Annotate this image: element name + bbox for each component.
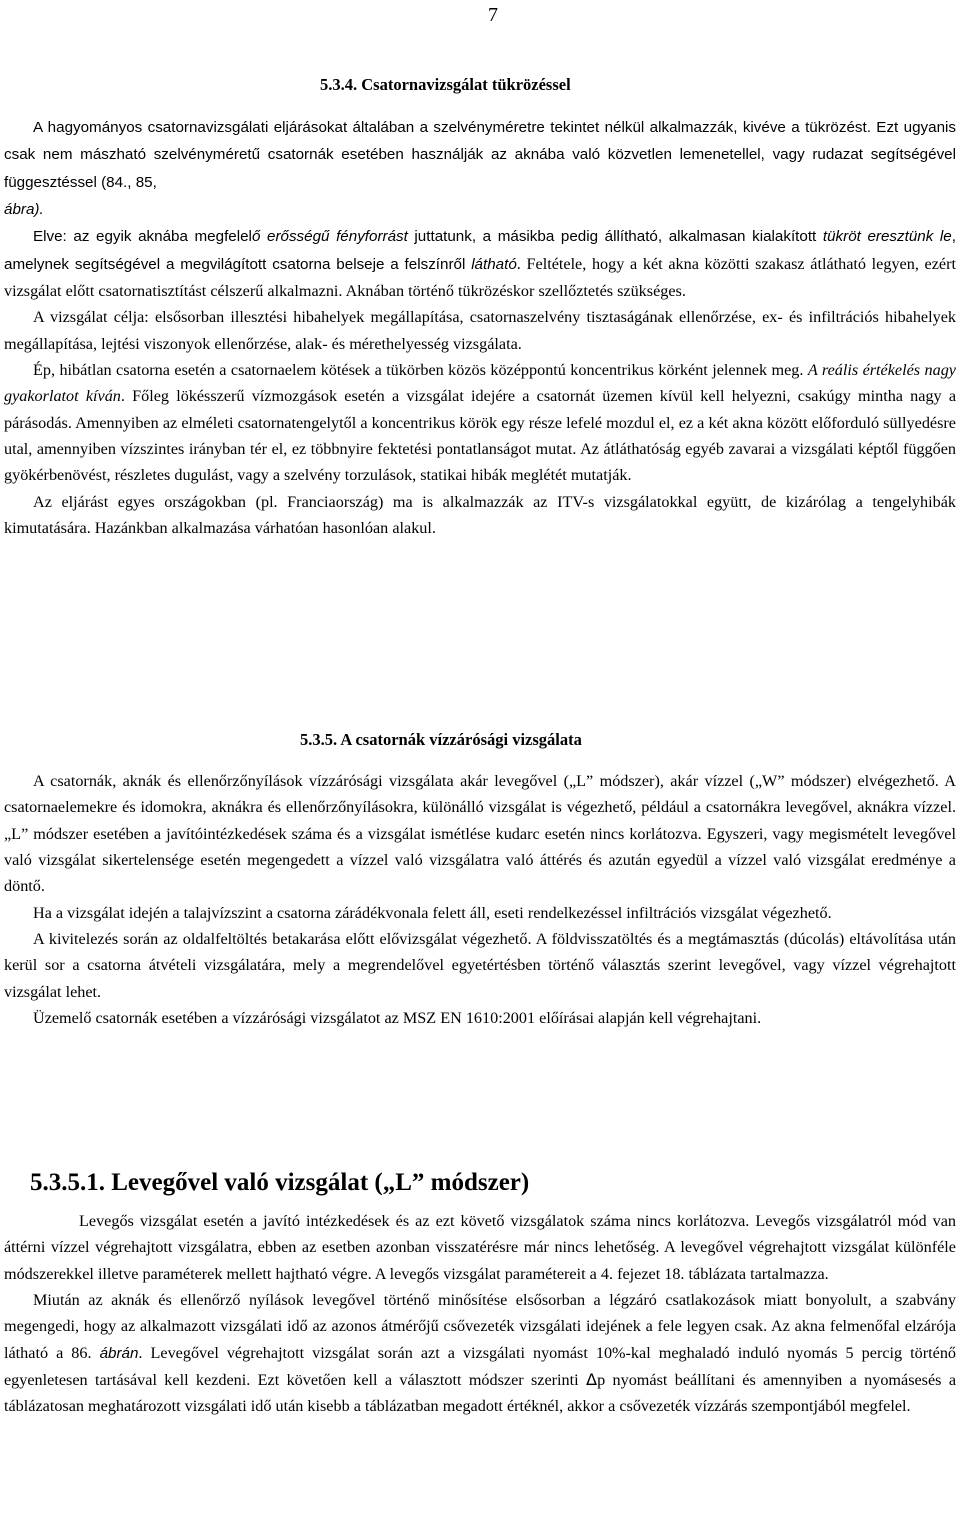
paragraph: Elve: az egyik aknába megfelelő erősségű fényforrást juttatunk, a másikba pedig állítható, alkalmasan kialakított tükröt eresztünk le, amelynek segítségével a megvilágított csatorna belseje a felszínről látható. Feltétele, hogy a két akna közötti szakasz átlátható legyen, ezért vizsgálat előtt csatornatisztítást célszerű alkalmazni. Aknában történő tükrözéskor szellőztetés szükséges.: [4, 228, 956, 301]
paragraph: A hagyományos csatornavizsgálati eljárásokat általában a szelvényméretre tekintet nélkül alkalmazzák, kivéve a tükrözést. Ezt ugyanis csak nem mászható szelvényméretű csatornák esetében használják az aknába való közvetlen lemenetellel, vagy rudazat segítségével függesztéssel (84., 85, ábra).: [4, 119, 956, 219]
section-heading-tukrozes: 5.3.4. Csatornavizsgálat tükrözéssel: [320, 75, 571, 94]
delta-symbol: Δ: [586, 1370, 598, 1390]
paragraph: Miután az aknák és ellenőrző nyílások levegővel történő minősítése elsősorban a légzáró csatlakozások miatt bonyolult, a szabvány megengedi, hogy az alkalmazott vizsgálati idő az azonos átmérőjű csővezeték vizsgálati idejének a fele legyen csak. Az akna felmenőfal elzárója látható a 86. ábrán. Levegővel végrehajtott vizsgálat során azt a vizsgálati nyomást 10%-kal meghaladó induló nyomás 5 percig történő egyenletesen tartásával kell kezdeni. Ezt követően kell a választott módszer szerinti Δp nyomást beállítani és amennyiben a nyomásesés a táblázatosan meghatározott vizsgálati idő után kisebb a táblázatban megadott értéknél, akkor a csővezeték vízzárás szempontjából megfelel.: [4, 1291, 957, 1416]
section-body-tukrozes: [4, 114, 956, 542]
paragraph: Ép, hibátlan csatorna esetén a csatornaelem kötések a tükörben közös középpontú koncentrikus körként jelennek meg. A reális értékelés nagy gyakorlatot kíván. Főleg lökésszerű vízmozgások esetén a vizsgálat idejére a csatornát üzemen kívül kell helyezni, csakúgy mintha nagy a párásodás. Amennyiben az elméleti csatornatengelytől a koncentrikus körök egy része lefelé mozdul el, ez a két akna között előforduló süllyedésre utal, amennyiben vízszintes irányban tér el, ez többnyire fektetési pontatlanságot mutat. Az átláthatóság egyéb zavarai a vizsgálati képtől függően gyökérbenövést, részletes dugulást, vagy a szelvény torzulások, statikai hibák meglétét mutatják.: [4, 361, 957, 485]
section-heading-levegos: 5.3.5.1. Levegővel való vizsgálat („L” módszer): [30, 1169, 530, 1196]
paragraph: Levegős vizsgálat esetén a javító intézkedések és az ezt követő vizsgálatok száma nincs korlátozva. Levegős vizsgálatról mód van áttérni vízzel végrehajtott vizsgálatra, ebben az esetben azonban visszatérésre már nincs lehetőség. A levegővel végrehajtott vizsgálat különféle módszerekkel illetve paraméterek mellett hajtható végre. A levegős vizsgálat paramétereit a 4. fejezet 18. táblázata tartalmazza.: [4, 1212, 956, 1283]
section-body-levegos: [4, 1208, 956, 1420]
paragraph: A kivitelezés során az oldalfeltöltés betakarása előtt elővizsgálat végezhető. A földvisszatöltés és a megtámasztás (dúcolás) eltávolítása után kerül sor a csatorna átvételi vizsgálatára, mely a megrendelővel egyetértésben történő választás szerint levegővel, vagy vízzel végrehajtott vizsgálat lehet.: [4, 930, 956, 1001]
paragraph: A csatornák, aknák és ellenőrzőnyílások vízzárósági vizsgálata akár levegővel („L” módszer), akár vízzel („W” módszer) elvégezhető. A csatornaelemekre és idomokra, aknákra és ellenőrzőnyílásokra, különálló vizsgálat is végezhető, például a csatornákra levegővel, aknákra vízzel. „L” módszer esetében a javítóintézkedések száma és a vizsgálat ismétlése kudarc esetén nincs korlátozva. Egyszeri, vagy megismételt levegővel való vizsgálat sikertelensége esetén megengedett a vízzel való vizsgálatra való áttérés és azután egyedül a vízzel való vizsgálat eredménye a döntő.: [4, 772, 956, 896]
page-number: 7: [488, 4, 498, 26]
paragraph: Üzemelő csatornák esetében a vízzárósági vizsgálatot az MSZ EN 1610:2001 előírásai alapján kell végrehajtani.: [33, 1009, 762, 1028]
section-heading-vizzarosag: 5.3.5. A csatornák vízzárósági vizsgálata: [300, 730, 582, 749]
paragraph: Ha a vizsgálat idején a talajvízszint a csatorna zárádékvonala felett áll, eseti rendelkezéssel infiltrációs vizsgálat végezhető.: [33, 903, 832, 922]
section-body-vizzarosag: [4, 768, 956, 1031]
paragraph: A vizsgálat célja: elsősorban illesztési hibahelyek megállapítása, csatornaszelvény tisztaságának ellenőrzése, ex- és infiltrációs hibahelyek megállapítása, lejtési viszonyok ellenőrzése, alak- és mérethelyesség vizsgálata.: [4, 308, 956, 353]
paragraph: Az eljárást egyes országokban (pl. Franciaország) ma is alkalmazzák az ITV-s vizsgálatokkal együtt, de kizárólag a tengelyhibák kimutatására. Hazánkban alkalmazása várhatóan hasonlóan alakul.: [4, 492, 956, 538]
